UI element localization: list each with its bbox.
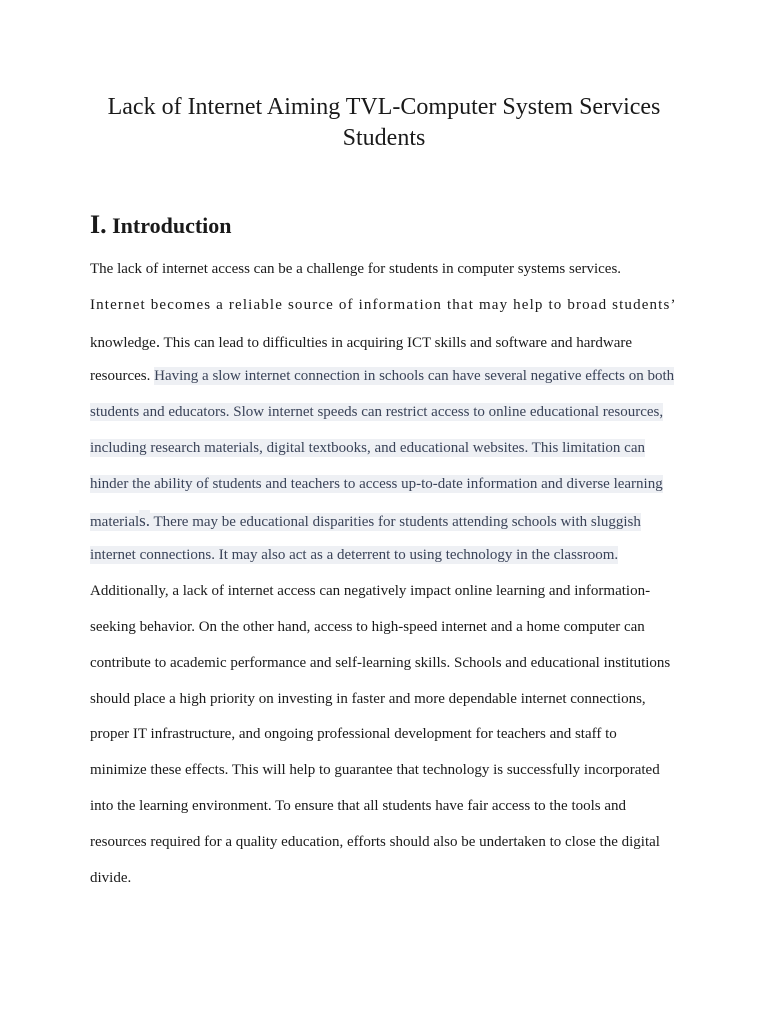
document-title: Lack of Internet Aiming TVL-Computer System Services Students xyxy=(107,94,661,151)
paragraph-line xyxy=(90,503,690,539)
highlighted-text: material xyxy=(90,513,140,530)
highlighted-text: s. xyxy=(139,510,151,530)
paragraph-line xyxy=(90,324,690,360)
highlighted-text: Having a slow internet connection in schools can have several negative effects on both xyxy=(154,368,675,385)
text-segment: contribute to academic performance and self-learning skills. Schools and educational institutions xyxy=(90,654,671,671)
text-segment: This can lead to difficulties in acquiring ICT skills and software and hardware xyxy=(160,334,633,351)
highlighted-text: internet connections. It may also act as a deterrent to using technology in the classroom. xyxy=(90,547,619,564)
section-numeral: I. xyxy=(90,210,107,239)
paragraph-line xyxy=(90,395,690,431)
text-segment: divide. xyxy=(90,869,132,886)
text-segment: Internet becomes a reliable source of information that may help to broad students’ xyxy=(90,296,677,313)
paragraph-line xyxy=(90,431,690,467)
introduction-paragraph xyxy=(90,252,690,896)
section-heading-text: Introduction xyxy=(112,213,232,238)
paragraph-line xyxy=(90,574,690,610)
paragraph-line xyxy=(90,861,690,897)
paragraph-line xyxy=(90,359,690,395)
text-segment: The lack of internet access can be a challenge for students in computer systems services. xyxy=(90,261,622,277)
paragraph-line xyxy=(90,288,690,324)
text-segment: into the learning environment. To ensure that all students have fair access to the tools and xyxy=(90,797,627,814)
paragraph-line xyxy=(90,682,690,718)
paragraph-line xyxy=(90,646,690,682)
paragraph-line xyxy=(90,467,690,503)
text-segment: minimize these effects. This will help to guarantee that technology is successfully incorporated xyxy=(90,762,660,779)
paragraph-line xyxy=(90,252,690,288)
section-heading xyxy=(90,209,232,242)
text-segment: resources required for a quality education, efforts should also be undertaken to close the digital xyxy=(90,833,660,850)
text-segment: proper IT infrastructure, and ongoing professional development for teachers and staff to xyxy=(90,726,617,743)
highlighted-text: There may be educational disparities for students attending schools with sluggish xyxy=(150,513,641,530)
paragraph-line xyxy=(90,789,690,825)
text-segment: should place a high priority on investing in faster and more dependable internet connections, xyxy=(90,690,646,707)
text-segment: seeking behavior. On the other hand, access to high-speed internet and a home computer can xyxy=(90,618,645,635)
paragraph-line xyxy=(90,825,690,861)
paragraph-line xyxy=(90,717,690,753)
text-segment: knowledge xyxy=(90,334,156,351)
paragraph-line xyxy=(90,610,690,646)
text-segment: . xyxy=(155,331,161,351)
highlighted-text: students and educators. Slow internet speeds can restrict access to online educational resources, xyxy=(90,404,664,421)
highlighted-text: hinder the ability of students and teachers to access up-to-date information and diverse learning xyxy=(90,475,663,492)
paragraph-line xyxy=(90,753,690,789)
text-segment: Additionally, a lack of internet access can negatively impact online learning and information- xyxy=(90,583,651,600)
text-segment: resources. xyxy=(90,368,155,385)
paragraph-line xyxy=(90,538,690,574)
highlighted-text: including research materials, digital textbooks, and educational websites. This limitation can xyxy=(90,439,645,456)
